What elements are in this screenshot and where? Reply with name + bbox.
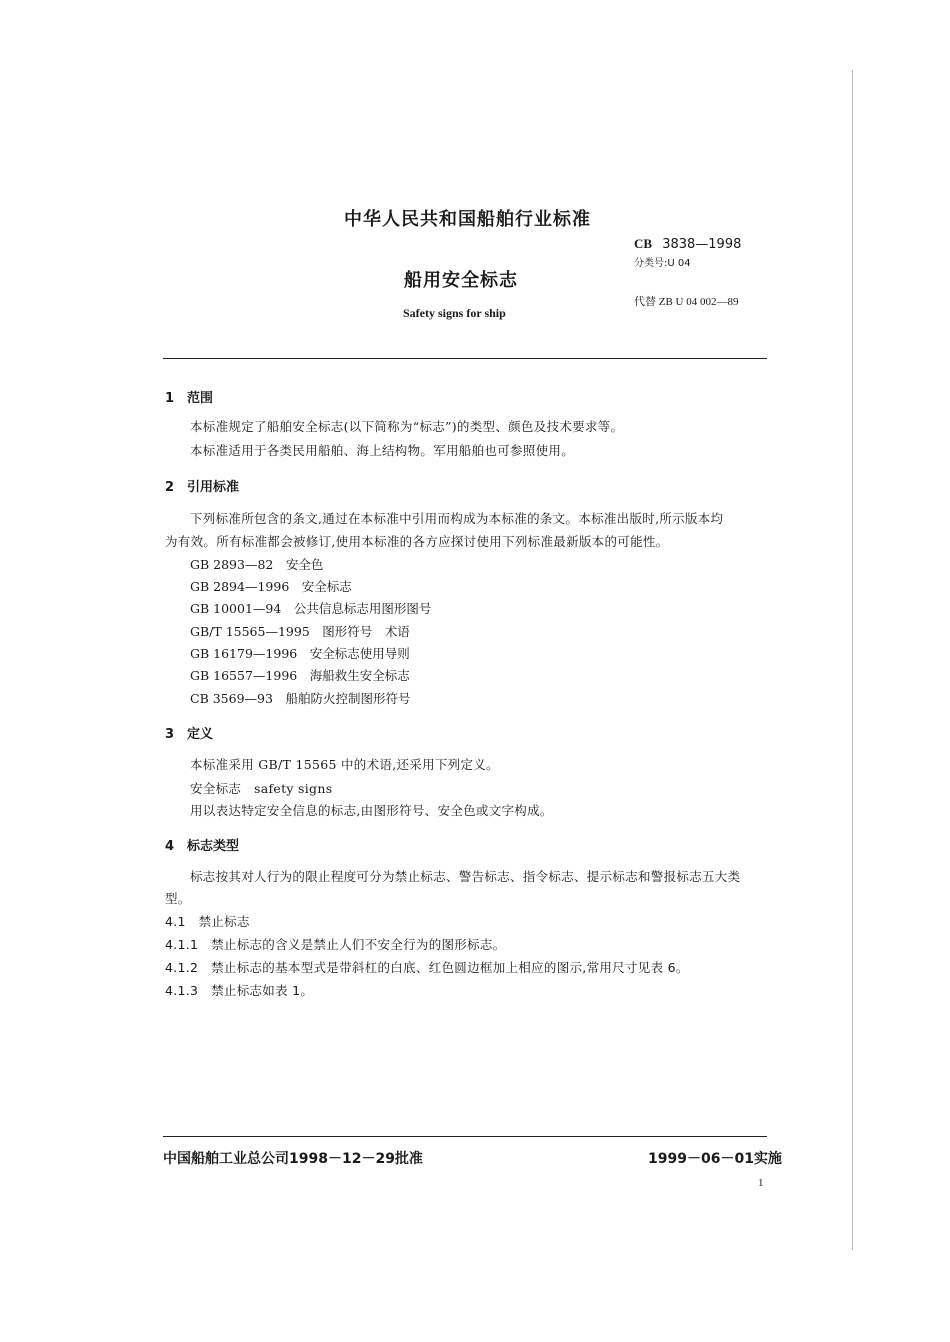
standard-prefix: CB bbox=[634, 236, 653, 251]
clause-4-1-3: 4.1.3 禁止标志如表 1。 bbox=[165, 983, 314, 998]
org-title: 中华人民共和国船舶行业标准 bbox=[344, 209, 591, 230]
english-title: Safety signs for ship bbox=[403, 306, 506, 320]
reference-item: GB 10001—94 公共信息标志用图形图号 bbox=[190, 601, 432, 616]
section-3-para-1: 本标准采用 GB/T 15565 中的术语,还采用下列定义。 bbox=[190, 757, 499, 772]
section-2-para-line-1: 下列标准所包含的条文,通过在本标准中引用而构成为本标准的条文。本标准出版时,所示版本均 bbox=[190, 511, 724, 526]
footer-rule bbox=[163, 1136, 767, 1137]
reference-item: GB/T 15565—1995 图形符号 术语 bbox=[190, 624, 410, 639]
standard-number: 3838—1998 bbox=[662, 237, 742, 252]
reference-item: GB 16179—1996 安全标志使用导则 bbox=[190, 646, 410, 661]
header-rule bbox=[163, 358, 767, 359]
section-1-para-1: 本标准规定了船舶安全标志(以下简称为“标志”)的类型、颜色及技术要求等。 bbox=[190, 419, 624, 434]
section-2-heading: 2 引用标准 bbox=[165, 480, 240, 495]
document-title: 船用安全标志 bbox=[404, 270, 518, 291]
definition-term: 安全标志 safety signs bbox=[190, 781, 333, 796]
clause-4-1-2: 4.1.2 禁止标志的基本型式是带斜杠的白底、红色圆边框加上相应的图示,常用尺寸见表 6。 bbox=[165, 960, 689, 975]
reference-item: CB 3569—93 船舶防火控制图形符号 bbox=[190, 691, 411, 706]
page-number: 1 bbox=[758, 1177, 764, 1189]
section-4-para-line-2: 型。 bbox=[165, 891, 191, 906]
clause-4-1-1: 4.1.1 禁止标志的含义是禁止人们不安全行为的图形标志。 bbox=[165, 937, 506, 952]
effective-date: 1999－06－01实施 bbox=[648, 1151, 782, 1167]
section-1-heading: 1 范围 bbox=[165, 391, 214, 406]
section-3-heading: 3 定义 bbox=[165, 727, 214, 742]
reference-item: GB 16557—1996 海船救生安全标志 bbox=[190, 668, 410, 683]
standard-code bbox=[634, 236, 741, 252]
reference-item: GB 2894—1996 安全标志 bbox=[190, 579, 352, 594]
section-2-para-line-2: 为有效。所有标准都会被修订,使用本标准的各方应探讨使用下列标准最新版本的可能性。 bbox=[165, 534, 669, 549]
classification-number: 分类号:U 04 bbox=[634, 258, 691, 269]
approval-statement: 中国船舶工业总公司1998－12－29批准 bbox=[163, 1151, 423, 1167]
replaces-standard: 代替 ZB U 04 002—89 bbox=[634, 296, 739, 308]
reference-item: GB 2893—82 安全色 bbox=[190, 557, 324, 572]
section-4-heading: 4 标志类型 bbox=[165, 839, 240, 854]
clause-4-1: 4.1 禁止标志 bbox=[165, 914, 250, 929]
section-1-para-2: 本标准适用于各类民用船舶、海上结构物。军用船舶也可参照使用。 bbox=[190, 443, 575, 458]
definition-text: 用以表达特定安全信息的标志,由图形符号、安全色或文字构成。 bbox=[190, 803, 553, 818]
section-4-para-line-1: 标志按其对人行为的限止程度可分为禁止标志、警告标志、指令标志、提示标志和警报标志五大类 bbox=[190, 869, 741, 884]
scan-edge bbox=[852, 70, 853, 1250]
